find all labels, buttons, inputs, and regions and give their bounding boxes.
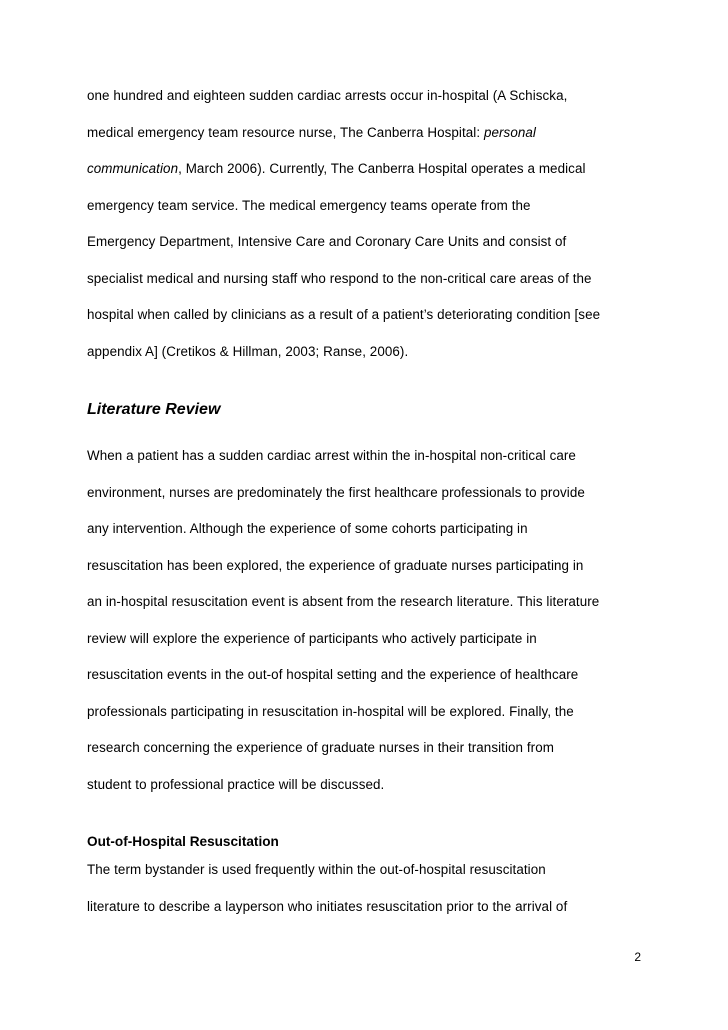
italic-text: communication <box>87 161 179 176</box>
section-heading-literature-review: Literature Review <box>87 401 221 418</box>
text-line: environment, nurses are predominately the first healthcare professionals to provide <box>87 484 585 500</box>
text-fragment: medical emergency team resource nurse, The Canberra Hospital: <box>87 124 484 140</box>
text-line: The term bystander is used frequently within the out-of-hospital resuscitation <box>87 862 546 877</box>
text-line: professionals participating in resuscitation in-hospital will be explored. Finally, the <box>87 703 574 719</box>
text-line: resuscitation has been explored, the experience of graduate nurses participating in <box>87 557 584 573</box>
text-line: When a patient has a sudden cardiac arrest within the in-hospital non-critical care <box>87 448 576 463</box>
text-line: review will explore the experience of participants who actively participate in <box>87 630 537 646</box>
text-line: Emergency Department, Intensive Care and Coronary Care Units and consist of <box>87 234 567 249</box>
text-line: student to professional practice will be discussed. <box>87 776 385 792</box>
literature-review-paragraph <box>87 438 655 803</box>
text-line: literature to describe a layperson who initiates resuscitation prior to the arrival of <box>87 898 568 914</box>
text-line: resuscitation events in the out-of hospital setting and the experience of healthcare <box>87 667 579 682</box>
intro-paragraph <box>87 78 655 370</box>
text-line: emergency team service. The medical emergency teams operate from the <box>87 197 531 213</box>
text-line: hospital when called by clinicians as a result of a patient’s deteriorating condition [see <box>87 307 601 322</box>
text-line: appendix A] (Cretikos & Hillman, 2003; Ranse, 2006). <box>87 343 409 359</box>
section-heading-out-of-hospital-resuscitation: Out-of-Hospital Resuscitation <box>87 834 279 849</box>
text-line: research concerning the experience of graduate nurses in their transition from <box>87 740 554 755</box>
text-fragment: , March 2006). Currently, The Canberra Hospital operates a medical <box>178 161 586 176</box>
text-line: any intervention. Although the experience of some cohorts participating in <box>87 521 528 536</box>
text-line <box>87 115 655 152</box>
out-of-hospital-paragraph <box>87 852 655 925</box>
text-line: an in-hospital resuscitation event is absent from the research literature. This literature <box>87 594 600 609</box>
text-line <box>87 151 655 188</box>
italic-text: personal <box>483 124 536 140</box>
text-line: specialist medical and nursing staff who respond to the non-critical care areas of the <box>87 270 592 286</box>
text-line: one hundred and eighteen sudden cardiac arrests occur in-hospital (A Schiscka, <box>87 88 568 103</box>
page-number: 2 <box>634 950 641 964</box>
